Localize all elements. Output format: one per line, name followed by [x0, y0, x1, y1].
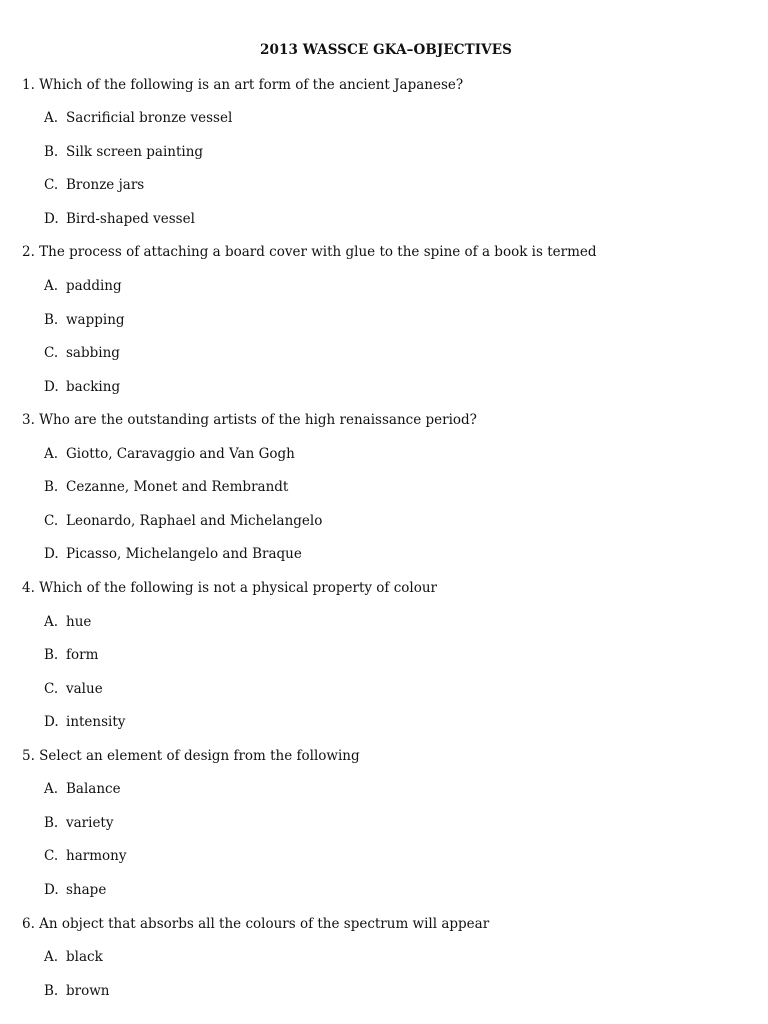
question-text: 5. Select an element of design from the following	[22, 748, 360, 764]
option-text: Picasso, Michelangelo and Braque	[66, 546, 302, 562]
option-letter: A.	[44, 614, 59, 630]
option-letter: C.	[44, 513, 59, 529]
option-text: padding	[66, 278, 122, 294]
option-item	[44, 479, 288, 495]
page-title: 2013 WASSCE GKA–OBJECTIVES	[260, 42, 512, 58]
option-text: Giotto, Caravaggio and Van Gogh	[66, 446, 295, 462]
option-item	[44, 110, 232, 126]
option-letter: A.	[44, 278, 59, 294]
option-letter: D.	[44, 546, 59, 562]
option-letter: B.	[44, 983, 59, 999]
option-letter: B.	[44, 312, 59, 328]
question-text: 4. Which of the following is not a physical property of colour	[22, 580, 437, 596]
option-text: wapping	[66, 312, 125, 328]
option-item	[44, 379, 120, 395]
option-letter: B.	[44, 144, 59, 160]
option-text: sabbing	[66, 345, 120, 361]
option-letter: A.	[44, 949, 59, 965]
option-text: Leonardo, Raphael and Michelangelo	[66, 513, 323, 529]
option-letter: B.	[44, 815, 59, 831]
option-text: harmony	[66, 848, 127, 864]
option-text: Bronze jars	[66, 177, 145, 193]
option-item	[44, 714, 125, 730]
option-letter: C.	[44, 681, 59, 697]
option-item	[44, 983, 109, 999]
option-letter: A.	[44, 446, 59, 462]
option-item	[44, 211, 195, 227]
option-text: Bird-shaped vessel	[66, 211, 195, 227]
option-item	[44, 278, 122, 294]
option-letter: C.	[44, 848, 59, 864]
option-text: brown	[66, 983, 110, 999]
option-text: hue	[66, 614, 92, 630]
option-item	[44, 781, 121, 797]
option-letter: D.	[44, 211, 59, 227]
option-text: variety	[66, 815, 114, 831]
option-text: Sacrificial bronze vessel	[66, 110, 233, 126]
option-text: form	[66, 647, 99, 663]
option-letter: D.	[44, 882, 59, 898]
option-item	[44, 614, 91, 630]
option-letter: C.	[44, 177, 59, 193]
option-text: Cezanne, Monet and Rembrandt	[66, 479, 289, 495]
question-text: 1. Which of the following is an art form of the ancient Japanese?	[22, 77, 464, 93]
option-letter: C.	[44, 345, 59, 361]
option-item	[44, 647, 98, 663]
option-text: backing	[66, 379, 121, 395]
option-item	[44, 882, 106, 898]
option-letter: A.	[44, 781, 59, 797]
option-letter: D.	[44, 714, 59, 730]
option-text: shape	[66, 882, 107, 898]
option-item	[44, 815, 114, 831]
option-item	[44, 312, 125, 328]
option-item	[44, 144, 203, 160]
option-item	[44, 513, 322, 529]
question-text: 6. An object that absorbs all the colours of the spectrum will appear	[22, 916, 490, 932]
option-item	[44, 177, 144, 193]
option-text: value	[66, 681, 103, 697]
option-letter: B.	[44, 479, 59, 495]
option-text: Silk screen painting	[66, 144, 204, 160]
question-text: 2. The process of attaching a board cover with glue to the spine of a book is termed	[22, 244, 597, 260]
question-text: 3. Who are the outstanding artists of the high renaissance period?	[22, 412, 477, 428]
option-letter: D.	[44, 379, 59, 395]
option-letter: A.	[44, 110, 59, 126]
option-item	[44, 848, 126, 864]
option-item	[44, 949, 103, 965]
option-text: Balance	[66, 781, 121, 797]
option-item	[44, 681, 103, 697]
option-item	[44, 345, 120, 361]
option-text: intensity	[66, 714, 126, 730]
option-text: black	[66, 949, 103, 965]
option-item	[44, 446, 295, 462]
option-letter: B.	[44, 647, 59, 663]
option-item	[44, 546, 302, 562]
